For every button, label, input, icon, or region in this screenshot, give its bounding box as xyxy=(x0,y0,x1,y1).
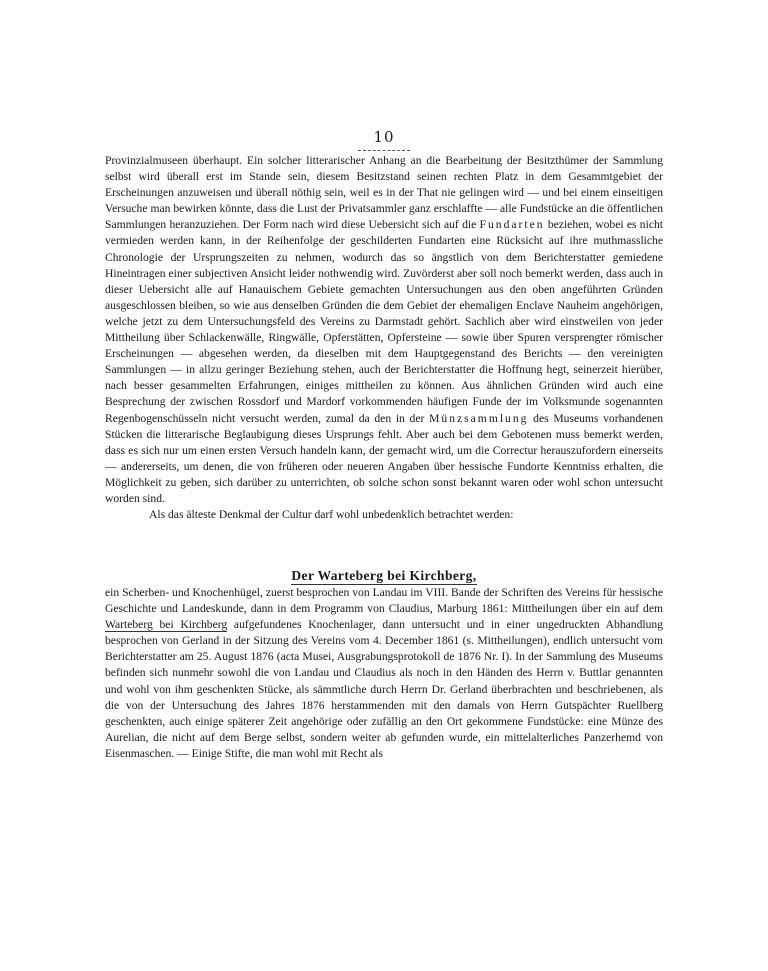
section-heading-text: Der Warteberg bei Kirchberg, xyxy=(291,568,477,583)
underlined-place-name: Warteberg bei Kirchberg xyxy=(105,618,228,632)
page-number: 10 xyxy=(373,128,395,146)
paragraph-lead-in: Als das älteste Denkmal der Cultur darf wohl unbedenklich betrachtet werden: xyxy=(149,508,514,522)
section-heading xyxy=(105,568,663,584)
emphasized-term: Münzsammlung xyxy=(429,411,529,425)
paragraph-text: ein Scherben- und Knochenhügel, zuerst besprochen von Landau im VIII. Bande der Schriften des Vereins für hessische Geschichte und Landeskunde, dann in dem Programm von Claudius, Marburg 1861: Mittheilungen über ein auf dem xyxy=(105,586,663,616)
body-text-bottom xyxy=(105,585,663,762)
paragraph-text: Provinzialmuseen überhaupt. Ein solcher litterarischer Anhang an die Bearbeitung der Besitzthümer der Sammlung selbst wird überall erst im Stande sein, diesem Besitzstand seinen rechten Platz in dem Gesammtgebiet der Erscheinungen anzuweisen und überall nöthig sein, weil es in der That nie gelingen wird — und bei einem einseitigen Versuche man bewirken könnte, dass die Lust der Privatsammler ganz erschlaffte — alle Fundstücke an die öffentlichen Sammlungen heranzuziehen. Der Form nach wird diese Uebersicht sich auf die xyxy=(105,154,663,232)
paragraph-text: aufgefundenes Knochenlager, dann untersucht und in einer ungedruckten Abhandlung besprochen von Gerland in der Sitzung des Vereins vom 4. December 1861 (s. Mittheilungen), endlich untersucht vom Berichterstatter am 25. August 1876 (acta Musei, Ausgrabungsprotokoll de 1876 Nr. I). In der Sammlung des Museums befinden sich nunmehr sowohl die von Landau und Claudius als noch in den Händen des Herrn v. Buttlar genannten und wohl von ihm geschenkten Stücke, als sämmtliche durch Herrn Dr. Gerland überbrachten und beschriebenen, als die von der Untersuchung des Jahres 1876 herstammenden mit den damals von Herrn Gutspächter Ruellberg geschenkten, auch einige späterer Zeit angehörige oder zufällig an den Ort gekommene Fundstücke: eine Münze des Aurelian, die nicht auf dem Berge selbst, sondern weiter ab gefunden wurde, ein mittelalterliches Panzerhemd von Eisenmaschen. — Einige Stifte, die man wohl mit Recht als xyxy=(105,618,663,760)
page-number-ornament xyxy=(358,147,410,151)
paragraph-introduction xyxy=(105,153,663,507)
paragraph-warteberg xyxy=(105,585,663,762)
paragraph-text: beziehen, wobei es nicht vermieden werden kann, in der Reihenfolge der geschilderten Fundarten eine Rücksicht auf ihre muthmassliche Chronologie der Ursprungszeiten zu nehmen, wodurch das so ängstlich von dem Berichterstatter gemiedene Hineintragen einer subjectiven Ansicht leider nothwendig wird. Zuvörderst aber soll noch bemerkt werden, dass auch in dieser Uebersicht alle auf Hanauischem Gebiete gemachten Untersuchungen aus den oben angeführten Gründen ausgeschlossen bleiben, so wie aus denselben Gründen die dem Gebiet der ehemaligen Enclave Nauheim angehörigen, welche jetzt zu dem Untersuchungsfeld des Vereins zu Darmstadt gehört. Sachlich aber wird einstweilen von jeder Mittheilung über Schlackenwälle, Ringwälle, Opferstätten, Opfersteine — sowie über Spuren versprengter römischer Erscheinungen — abgesehen werden, da dieselben mit dem Hauptgegenstand des Berichts — den vereinigten Sammlungen — in allzu geringer Beziehung stehen, auch der Berichterstatter die Hoffnung hegt, seinerzeit hierüber, nach besser gesammelten Erfahrungen, einiges mittheilen zu können. Aus ähnlichen Gründen wird auch eine Besprechung der zwischen Rossdorf und Mardorf vorkommenden häufigen Funde der im Volksmunde sogenannten Regenbogenschüsseln nicht versucht werden, zumal da den in der xyxy=(105,218,663,425)
body-text-top xyxy=(105,153,663,523)
emphasized-term: Fundarten xyxy=(479,218,545,232)
paragraph-text: des Museums vorhandenen Stücken die litterarische Beglaubigung dieses Ursprungs fehlt. Aber auch bei dem Gebotenen muss bemerkt werden, dass es sich nur um einen ersten Versuch handeln kann, der gemacht wird, um die Correctur herauszufordern einerseits — andererseits, um denen, die von früheren oder neueren Angaben über hessische Fundorte Kenntniss erhalten, die Möglichkeit zu geben, sich darüber zu unterrichten, ob solche schon sonst bekannt waren oder wohl schon untersucht worden sind. xyxy=(105,411,664,505)
